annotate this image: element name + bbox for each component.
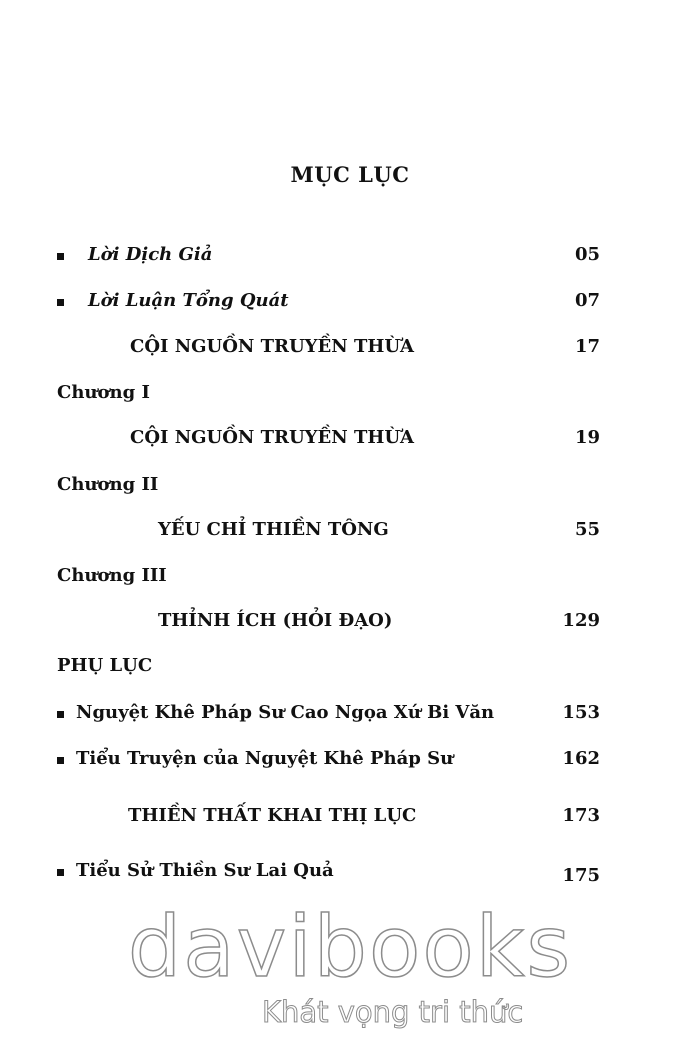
toc-entry-label: Lời Dịch Giả xyxy=(88,244,213,265)
toc-entry-thien-that[interactable] xyxy=(0,805,700,833)
toc-entry-page: 55 xyxy=(574,519,600,540)
appendix-heading: PHỤ LỤC xyxy=(57,655,153,676)
toc-entry-tieu-su[interactable] xyxy=(0,860,700,888)
toc-entry-bi-van[interactable] xyxy=(0,702,700,730)
toc-entry-page: 153 xyxy=(562,702,600,723)
bullet-icon xyxy=(57,757,64,764)
toc-entry-label: YẾU CHỈ THIỀN TÔNG xyxy=(158,519,389,540)
toc-entry-page: 129 xyxy=(562,610,600,631)
toc-entry-label: THỈNH ÍCH (HỎI ĐẠO) xyxy=(158,610,393,631)
bullet-icon xyxy=(57,711,64,718)
toc-entry-label: CỘI NGUỒN TRUYỀN THỪA xyxy=(130,336,415,357)
toc-entry-loi-dich-gia[interactable] xyxy=(0,244,700,272)
toc-entry-page: 05 xyxy=(574,244,600,265)
bullet-icon xyxy=(57,869,64,876)
toc-entry-thinh-ich[interactable] xyxy=(0,610,700,638)
toc-appendix-heading xyxy=(0,655,700,683)
toc-entry-page: 07 xyxy=(574,290,600,311)
toc-chapter-1-heading xyxy=(0,382,700,410)
toc-entry-label: Nguyệt Khê Pháp Sư Cao Ngọa Xứ Bi Văn xyxy=(76,702,495,723)
toc-entry-label: Tiểu Sử Thiền Sư Lai Quả xyxy=(76,860,334,881)
bullet-icon xyxy=(57,253,64,260)
toc-entry-yeu-chi[interactable] xyxy=(0,519,700,547)
chapter-heading: Chương II xyxy=(57,474,159,495)
toc-entry-page: 19 xyxy=(574,427,600,448)
toc-entry-loi-luan-tong-quat[interactable] xyxy=(0,290,700,318)
chapter-heading: Chương I xyxy=(57,382,150,403)
toc-entry-page: 17 xyxy=(574,336,600,357)
toc-entry-label: Lời Luận Tổng Quát xyxy=(88,290,289,311)
bullet-icon xyxy=(57,299,64,306)
watermark-brand: davibooks xyxy=(127,898,573,996)
toc-entry-label: CỘI NGUỒN TRUYỀN THỪA xyxy=(130,427,415,448)
chapter-heading: Chương III xyxy=(57,565,167,586)
toc-entry-page: 162 xyxy=(562,748,600,769)
toc-entry-label: THIỀN THẤT KHAI THỊ LỤC xyxy=(128,805,417,826)
toc-chapter-2-heading xyxy=(0,474,700,502)
page-title: MỤC LỤC xyxy=(290,162,410,187)
toc-entry-coi-nguon-1[interactable] xyxy=(0,336,700,364)
toc-entry-page: 175 xyxy=(562,865,600,886)
toc-chapter-3-heading xyxy=(0,565,700,593)
toc-entry-page: 173 xyxy=(562,805,600,826)
toc-entry-tieu-truyen[interactable] xyxy=(0,748,700,776)
toc-entry-coi-nguon-2[interactable] xyxy=(0,427,700,455)
toc-entry-label: Tiểu Truyện của Nguyệt Khê Pháp Sư xyxy=(76,748,454,769)
watermark-tagline: Khát vọng tri thức xyxy=(262,995,524,1029)
